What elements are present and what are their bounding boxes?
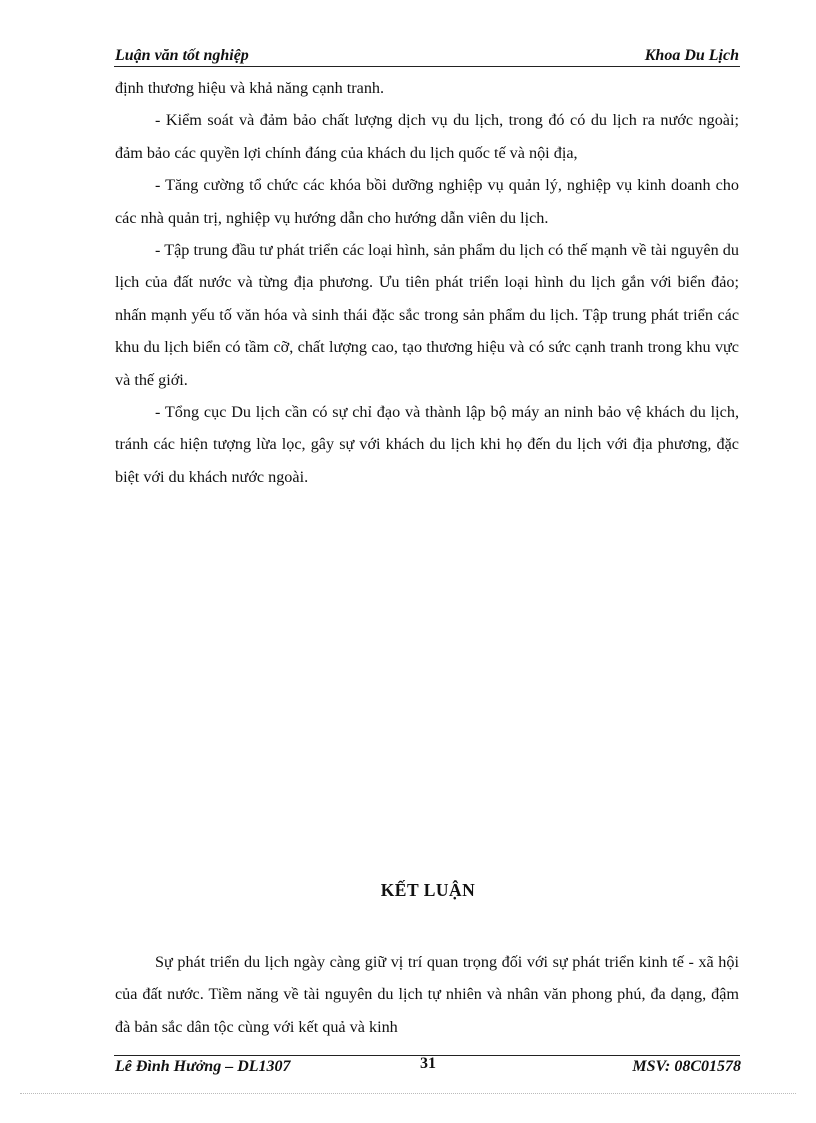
- paragraph: - Kiểm soát và đảm bảo chất lượng dịch vụ du lịch, trong đó có du lịch ra nước ngoài; đảm bảo các quyền lợi chính đáng của khách du lịch quốc tế và nội địa,: [115, 111, 739, 162]
- conclusion-text: [115, 946, 739, 1043]
- section-heading: KẾT LUẬN: [380, 880, 476, 900]
- header-faculty-label: Khoa Du Lịch: [644, 47, 739, 64]
- footer-student-id: MSV: 08C01578: [632, 1058, 741, 1075]
- paragraph: Sự phát triển du lịch ngày càng giữ vị trí quan trọng đối với sự phát triển kinh tế - xã hội của đất nước. Tiềm năng về tài nguyên du lịch tự nhiên và nhân văn phong phú, đa dạng, đậm đà bản sắc dân tộc cùng với kết quả và kinh: [115, 953, 739, 1036]
- paragraph: - Tăng cường tổ chức các khóa bồi dưỡng nghiệp vụ quản lý, nghiệp vụ kinh doanh cho các nhà quản trị, nghiệp vụ hướng dẫn cho hướng dẫn viên du lịch.: [115, 176, 739, 227]
- paragraph: - Tổng cục Du lịch cần có sự chỉ đạo và thành lập bộ máy an ninh bảo vệ khách du lịch, tránh các hiện tượng lừa lọc, gây sự với khách du lịch khi họ đến du lịch với địa phương, đặc biệt với du khách nước ngoài.: [115, 403, 739, 486]
- header-thesis-label: Luận văn tốt nghiệp: [115, 47, 249, 64]
- footer-author: Lê Đình Hưởng – DL1307: [115, 1058, 291, 1075]
- paragraph: định thương hiệu và khả năng cạnh tranh.: [115, 79, 385, 97]
- body-text: [115, 72, 739, 493]
- paragraph: - Tập trung đầu tư phát triển các loại hình, sản phẩm du lịch có thế mạnh về tài nguyên du lịch của đất nước và từng địa phương. Ưu tiên phát triển loại hình du lịch gắn với biển đảo; nhấn mạnh yếu tố văn hóa và sinh thái đặc sắc trong sản phẩm du lịch. Tập trung phát triển các khu du lịch biển có tầm cỡ, chất lượng cao, tạo thương hiệu và có sức cạnh tranh trong khu vực và thế giới.: [115, 241, 739, 389]
- header-divider: [114, 66, 740, 67]
- page-bottom-border: [20, 1093, 796, 1094]
- page-number: 31: [420, 1055, 436, 1072]
